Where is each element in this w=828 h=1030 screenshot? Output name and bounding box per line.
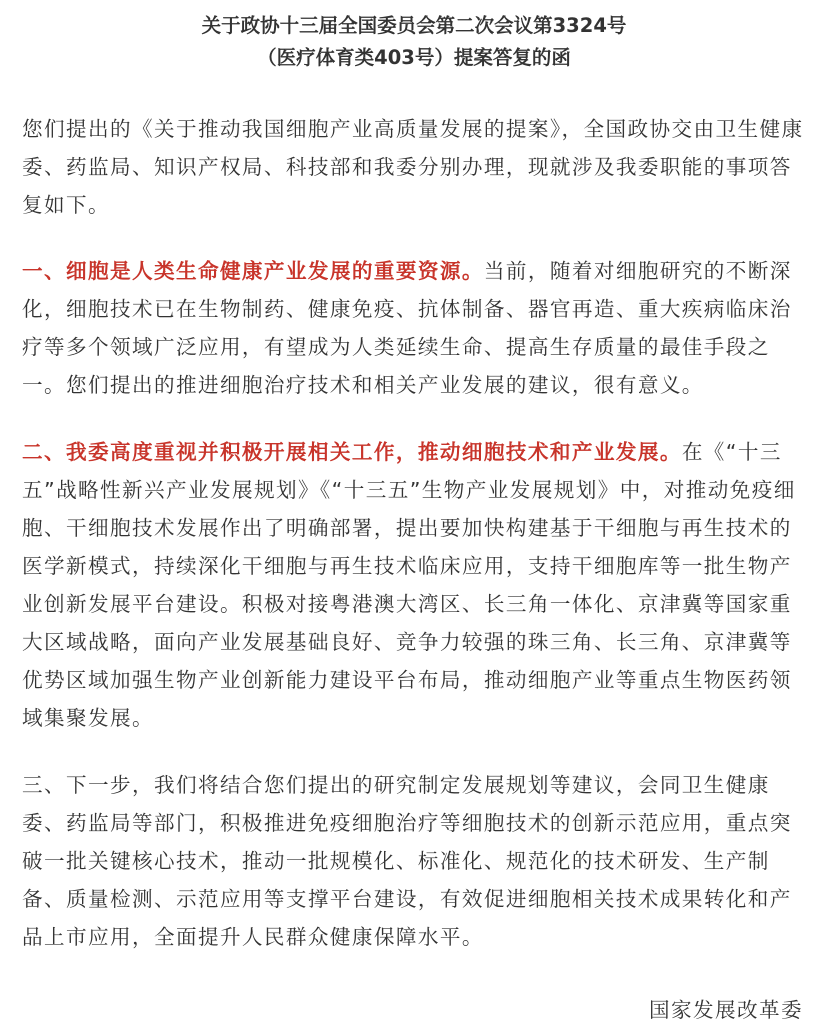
signature: 国家发展改革委 — [649, 998, 803, 1022]
section-two-body: 在《“十三五”战略性新兴产业发展规划》《“十三五”生物产业发展规划》中，对推动免疫细胞、干细胞技术发展作出了明确部署，提出要加快构建基于干细胞与再生技术的医学新模式，持续深化干细胞与再生技术临床应用，支持干细胞库等一批生物产业创新发展平台建设。积极对接粤港澳大湾区、长三角一体化、京津冀等国家重大区域战略，面向产业发展基础良好、竞争力较强的珠三角、长三角、京津冀等优势区域加强生物产业创新能力建设平台布局，推动细胞产业等重点生物医药领域集聚发展。 — [22, 440, 796, 730]
section-two-heading: 二、我委高度重视并积极开展相关工作，推动细胞技术和产业发展。 — [22, 440, 682, 464]
letter-title-line-1: 关于政协十三届全国委员会第二次会议第3324号 — [201, 14, 627, 37]
section-one-paragraph — [22, 252, 812, 404]
letter-title-line-2: （医疗体育类403号）提案答复的函 — [257, 46, 571, 69]
section-one-heading: 一、细胞是人类生命健康产业发展的重要资源。 — [22, 259, 484, 283]
intro-paragraph: 您们提出的《关于推动我国细胞产业高质量发展的提案》，全国政协交由卫生健康委、药监局、知识产权局、科技部和我委分别办理，现就涉及我委职能的事项答复如下。 — [22, 117, 804, 217]
section-one-body: 当前，随着对细胞研究的不断深化，细胞技术已在生物制药、健康免疫、抗体制备、器官再造、重大疾病临床治疗等多个领域广泛应用，有望成为人类延续生命、提高生存质量的最佳手段之一。您们提出的推进细胞治疗技术和相关产业发展的建议，很有意义。 — [22, 259, 792, 397]
section-two-paragraph — [22, 433, 812, 737]
section-three-paragraph: 三、下一步，我们将结合您们提出的研究制定发展规划等建议，会同卫生健康委、药监局等部门，积极推进免疫细胞治疗等细胞技术的创新示范应用，重点突破一批关键核心技术，推动一批规模化、标准化、规范化的技术研发、生产制备、质量检测、示范应用等支撑平台建设，有效促进细胞相关技术成果转化和产品上市应用，全面提升人民群众健康保障水平。 — [22, 773, 792, 949]
